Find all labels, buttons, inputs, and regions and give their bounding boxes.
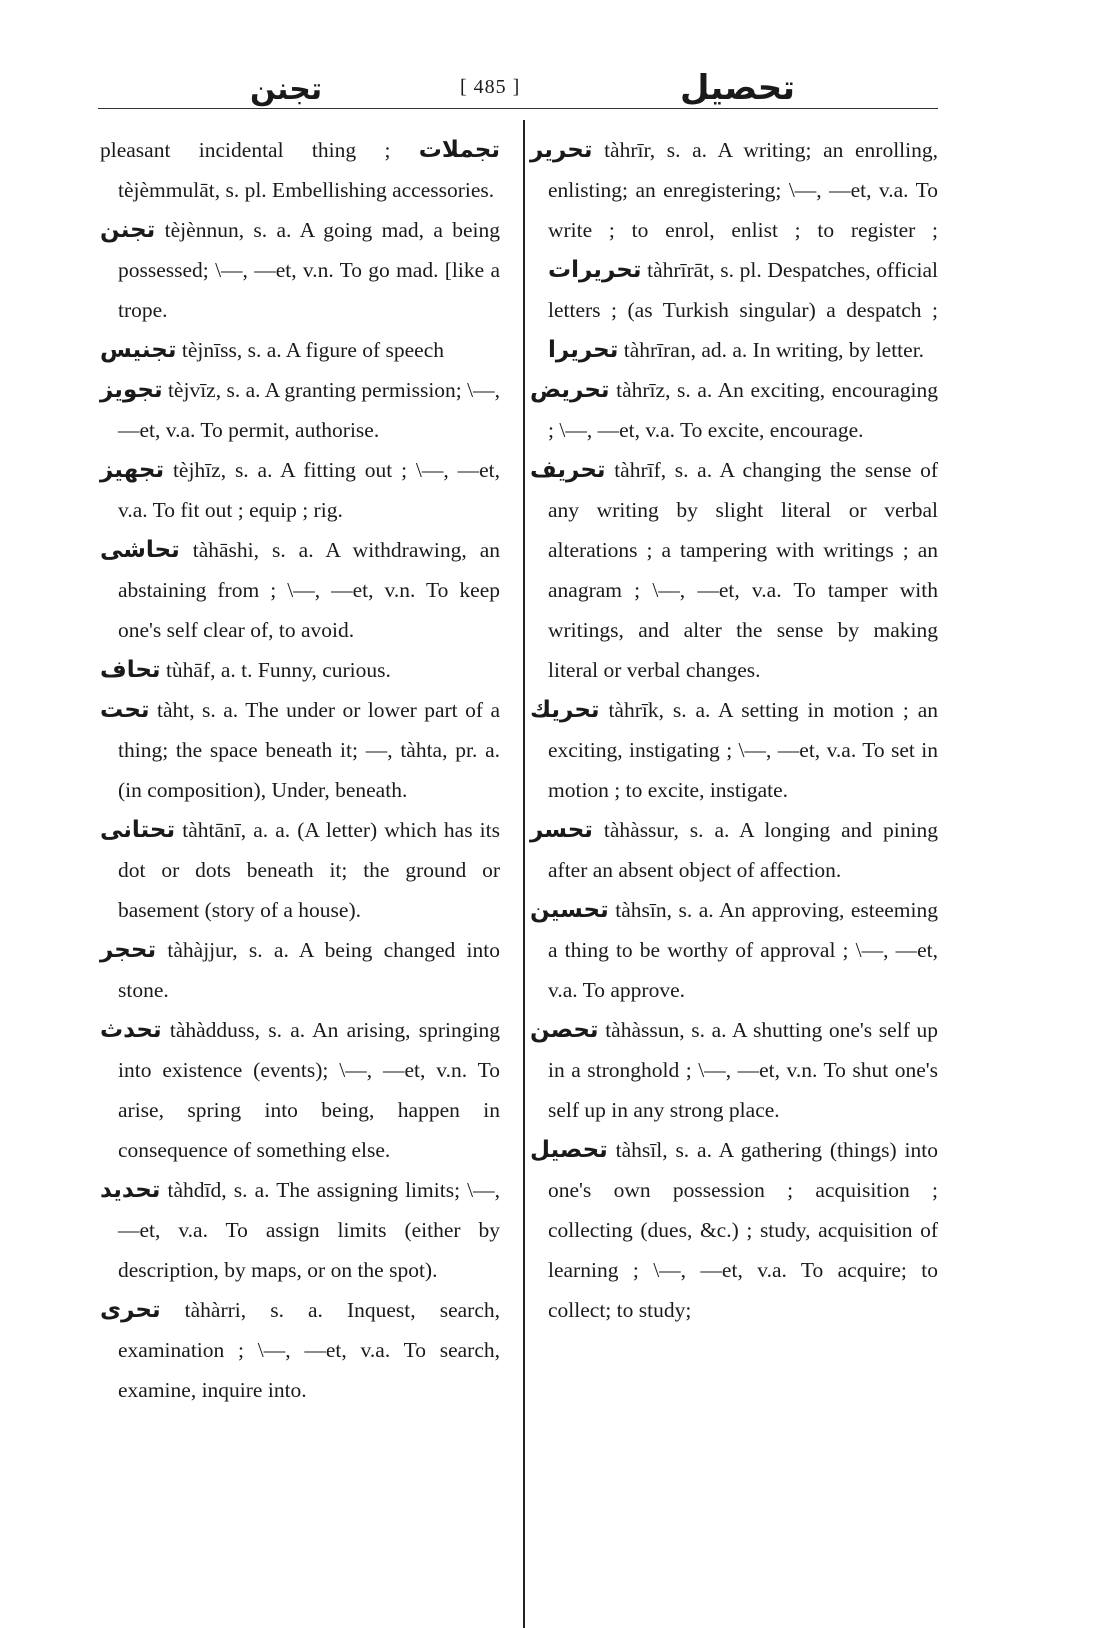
dictionary-entry (530, 130, 938, 370)
arabic-headword: تحصيل (530, 1137, 608, 1163)
arabic-headword: تجنيس (100, 337, 177, 363)
header-rule (98, 108, 938, 109)
arabic-headword: تحريك (530, 697, 600, 723)
entry-text: tàhāshi, s. a. A withdrawing, an abstaining from ; \—, —et, v.n. To keep one's self clear of, to avoid. (118, 538, 500, 642)
right-catchword: تحصيل (680, 68, 795, 108)
entry-text: tèjvīz, s. a. A granting permission; \—, —et, v.a. To permit, authorise. (118, 378, 500, 442)
entry-text: tàhtānī, a. a. (A letter) which has its dot or dots beneath it; the ground or basement (story of a house). (118, 818, 500, 922)
arabic-headword: تحريرات (548, 257, 642, 283)
column-divider (523, 120, 525, 1628)
entry-text: tàhsīn, s. a. An approving, esteeming a thing to be worthy of approval ; \—, —et, v.a. To approve. (548, 898, 938, 1002)
entry-text: tàhàssun, s. a. A shutting one's self up in a stronghold ; \—, —et, v.n. To shut one's self up in any strong place. (548, 1018, 938, 1122)
dictionary-entry (530, 1130, 938, 1330)
page-number: [ 485 ] (460, 76, 521, 98)
entry-text: tàhàrri, s. a. Inquest, search, examination ; \—, —et, v.a. To search, examine, inquire into. (118, 1298, 500, 1402)
arabic-headword: تحدث (100, 1017, 162, 1043)
dictionary-entry (100, 210, 500, 330)
dictionary-entry (100, 1170, 500, 1290)
arabic-headword: تجهيز (100, 457, 165, 483)
entry-text: tàhrīz, s. a. An exciting, encouraging ; \—, —et, v.a. To excite, encourage. (548, 378, 938, 442)
arabic-headword: تجملات (418, 137, 500, 163)
left-catchword: تجنن (250, 72, 323, 107)
entry-text: tàhrīr, s. a. A writing; an enrolling, enlisting; an enregistering; \—, —et, v.a. To write ; to enrol, enlist ; to register ; (548, 138, 938, 242)
arabic-headword: تحاشى (100, 537, 180, 563)
entry-text: tàhdīd, s. a. The assigning limits; \—, —et, v.a. To assign limits (either by description, by maps, or on the spot). (118, 1178, 500, 1282)
dictionary-entry (100, 330, 500, 370)
dictionary-entry (100, 370, 500, 450)
entry-text: tèjèmmulāt, s. pl. Embellishing accessories. (118, 178, 495, 202)
arabic-headword: تجنن (100, 217, 156, 243)
arabic-headword: تحرير (530, 137, 593, 163)
page-header (80, 58, 940, 118)
dictionary-entry (530, 810, 938, 890)
dictionary-entry (100, 130, 500, 210)
arabic-headword: تجويز (100, 377, 163, 403)
dictionary-entry (530, 450, 938, 690)
dictionary-entry (100, 690, 500, 810)
dictionary-entry (100, 1010, 500, 1170)
dictionary-entry (530, 1010, 938, 1130)
arabic-headword: تحريض (530, 377, 610, 403)
entry-text: tèjnīss, s. a. A figure of speech (176, 338, 445, 362)
dictionary-entry (530, 370, 938, 450)
entry-text: tàhàdduss, s. a. An arising, springing into existence (events); \—, —et, v.n. To arise, spring into being, happen in consequence of something else. (118, 1018, 500, 1162)
entry-text: tàhrīk, s. a. A setting in motion ; an exciting, instigating ; \—, —et, v.a. To set in motion ; to excite, instigate. (548, 698, 938, 802)
dictionary-entry (530, 690, 938, 810)
entry-text: tèjhīz, s. a. A fitting out ; \—, —et, v.a. To fit out ; equip ; rig. (118, 458, 500, 522)
arabic-headword: تحريرا (548, 337, 619, 363)
arabic-headword: تحاف (100, 657, 161, 683)
arabic-headword: تحجر (100, 937, 157, 963)
entry-text: tàhrīf, s. a. A changing the sense of any writing by slight literal or verbal alterations ; a tampering with writings ; an anagram ; \—, —et, v.a. To tamper with writings, and alter the sense by making literal or verbal changes. (548, 458, 938, 682)
arabic-headword: تحريف (530, 457, 606, 483)
dictionary-entry (100, 530, 500, 650)
arabic-headword: تحسين (530, 897, 609, 923)
entry-text: tàhrīran, ad. a. In writing, by letter. (618, 338, 925, 362)
arabic-headword: تحت (100, 697, 150, 723)
entry-text: tèjènnun, s. a. A going mad, a being possessed; \—, —et, v.n. To go mad. [like a trope. (118, 218, 500, 322)
entry-text: tùhāf, a. t. Funny, curious. (160, 658, 391, 682)
dictionary-entry (100, 810, 500, 930)
dictionary-entry (100, 930, 500, 1010)
dictionary-entry (100, 650, 500, 690)
arabic-headword: تحتانى (100, 817, 176, 843)
entry-text: pleasant incidental thing ; (100, 138, 419, 162)
entry-text: tàhàjjur, s. a. A being changed into stone. (118, 938, 500, 1002)
dictionary-entry (100, 1290, 500, 1410)
right-column (530, 130, 938, 1330)
arabic-headword: تحرى (100, 1297, 161, 1323)
dictionary-entry (100, 450, 500, 530)
arabic-headword: تحسر (530, 817, 593, 843)
entry-text: tàhàssur, s. a. A longing and pining after an absent object of affection. (548, 818, 938, 882)
left-column (100, 130, 500, 1410)
dictionary-entry (530, 890, 938, 1010)
entry-text: tàhrīrāt, s. pl. Despatches, official letters ; (as Turkish singular) a despatch ; (548, 258, 938, 322)
entry-text: tàht, s. a. The under or lower part of a thing; the space beneath it; —, tàhta, pr. a. (in composition), Under, beneath. (118, 698, 500, 802)
arabic-headword: تحديد (100, 1177, 161, 1203)
entry-text: tàhsīl, s. a. A gathering (things) into one's own possession ; acquisition ; collecting (dues, &c.) ; study, acquisition of learning ; \—, —et, v.a. To acquire; to collect; to study; (548, 1138, 938, 1322)
arabic-headword: تحصن (530, 1017, 599, 1043)
